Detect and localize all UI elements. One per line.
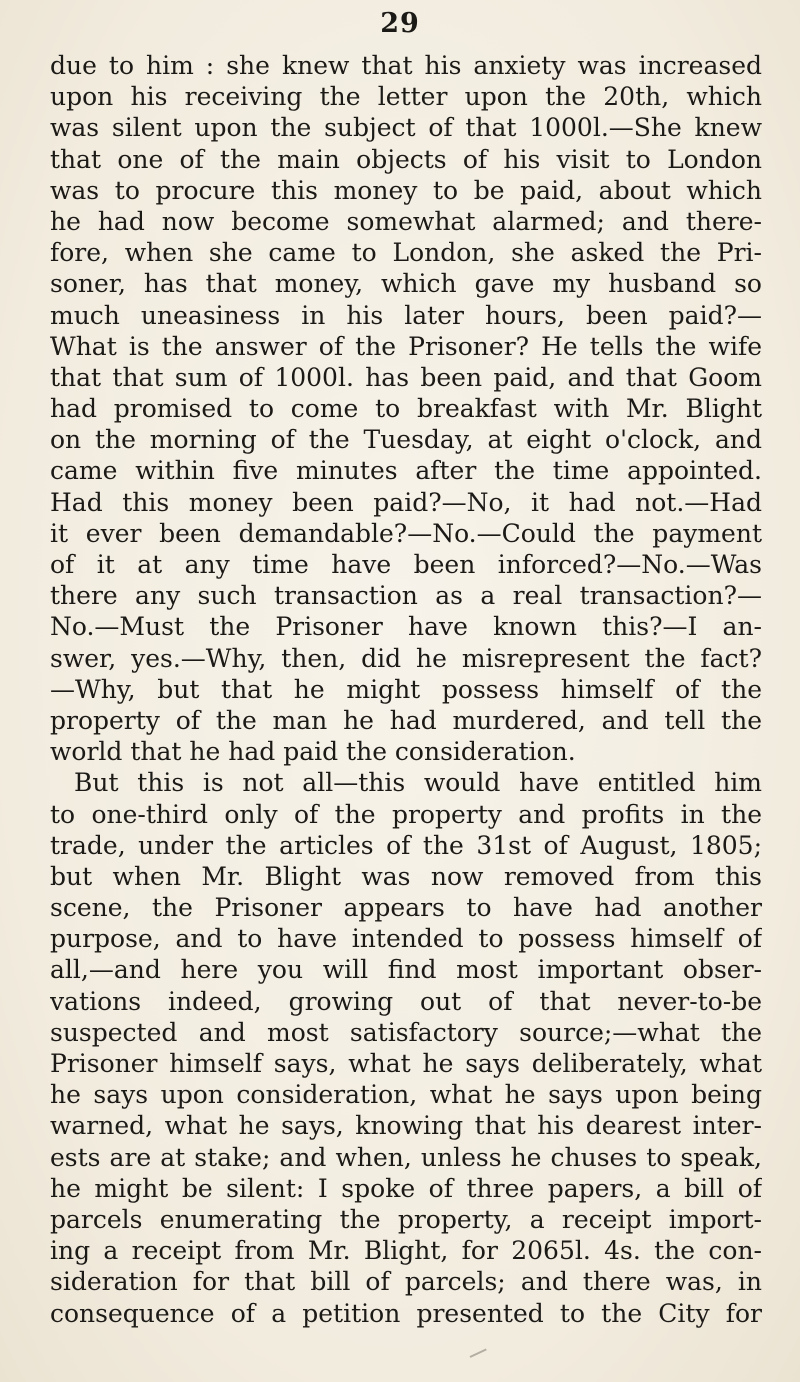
text-line: Prisoner himself says, what he says deliberately, what	[50, 1049, 762, 1078]
text-line: vations indeed, growing out of that never-to-be	[50, 986, 762, 1016]
text-line: had promised to come to breakfast with Mr. Blight	[50, 394, 762, 424]
text-line: to one-third only of the property and profits in the	[50, 799, 762, 829]
text-line: ests are at stake; and when, unless he chuses to speak,	[50, 1142, 762, 1172]
page-number: 29	[380, 8, 420, 39]
text-line: there any such transaction as a real transaction?—	[50, 581, 762, 611]
ink-smudge	[470, 1348, 489, 1361]
text-line: Had this money been paid?—No, it had not.—Had	[50, 487, 762, 517]
paragraph-end-line: world that he had paid the consideration.	[50, 737, 576, 767]
body-text	[50, 50, 762, 1329]
text-line: was silent upon the subject of that 1000l.—She knew	[50, 113, 762, 143]
text-line: fore, when she came to London, she asked the Pri-	[50, 238, 762, 268]
text-line: soner, has that money, which gave my husband so	[50, 269, 762, 299]
text-line: What is the answer of the Prisoner? He tells the wife	[50, 331, 762, 361]
text-line: on the morning of the Tuesday, at eight o'clock, and	[50, 425, 762, 455]
text-line: sideration for that bill of parcels; and there was, in	[50, 1267, 762, 1297]
text-line: much uneasiness in his later hours, been paid?—	[50, 300, 762, 330]
text-line: No.—Must the Prisoner have known this?—I an-	[50, 612, 762, 642]
text-line: all,—and here you will find most important obser-	[50, 955, 762, 985]
text-line: property of the man he had murdered, and tell the	[50, 705, 762, 735]
text-line: it ever been demandable?—No.—Could the payment	[50, 518, 762, 548]
text-line: he says upon consideration, what he says upon being	[50, 1080, 762, 1110]
text-line: parcels enumerating the property, a receipt import-	[50, 1204, 762, 1234]
text-line: due to him : she knew that his anxiety was increased	[50, 51, 762, 80]
text-line: purpose, and to have intended to possess himself of	[50, 924, 762, 954]
text-line: swer, yes.—Why, then, did he misrepresent the fact?	[50, 643, 762, 673]
text-line: came within five minutes after the time appointed.	[50, 456, 762, 486]
text-line: of it at any time have been inforced?—No.—Was	[50, 550, 762, 579]
text-line: was to procure this money to be paid, about which	[50, 175, 762, 205]
text-line: ing a receipt from Mr. Blight, for 2065l. 4s. the con-	[50, 1236, 762, 1266]
text-line: upon his receiving the letter upon the 20th, which	[50, 82, 762, 112]
text-line: he might be silent: I spoke of three papers, a bill of	[50, 1173, 762, 1203]
text-line: trade, under the articles of the 31st of August, 1805;	[50, 830, 762, 860]
paragraph-start-line: But this is not all—this would have entitled him	[74, 768, 762, 798]
text-line: —Why, but that he might possess himself of the	[50, 674, 762, 704]
text-line: that that sum of 1000l. has been paid, and that Goom	[50, 362, 762, 392]
text-line: suspected and most satisfactory source;—what the	[50, 1017, 762, 1047]
text-line: consequence of a petition presented to the City for	[50, 1298, 762, 1328]
text-line: scene, the Prisoner appears to have had another	[50, 893, 762, 923]
text-line: he had now become somewhat alarmed; and there-	[50, 206, 762, 236]
text-line: warned, what he says, knowing that his dearest inter-	[50, 1111, 762, 1141]
text-line: but when Mr. Blight was now removed from this	[50, 861, 762, 891]
text-line: that one of the main objects of his visit to London	[50, 144, 762, 174]
